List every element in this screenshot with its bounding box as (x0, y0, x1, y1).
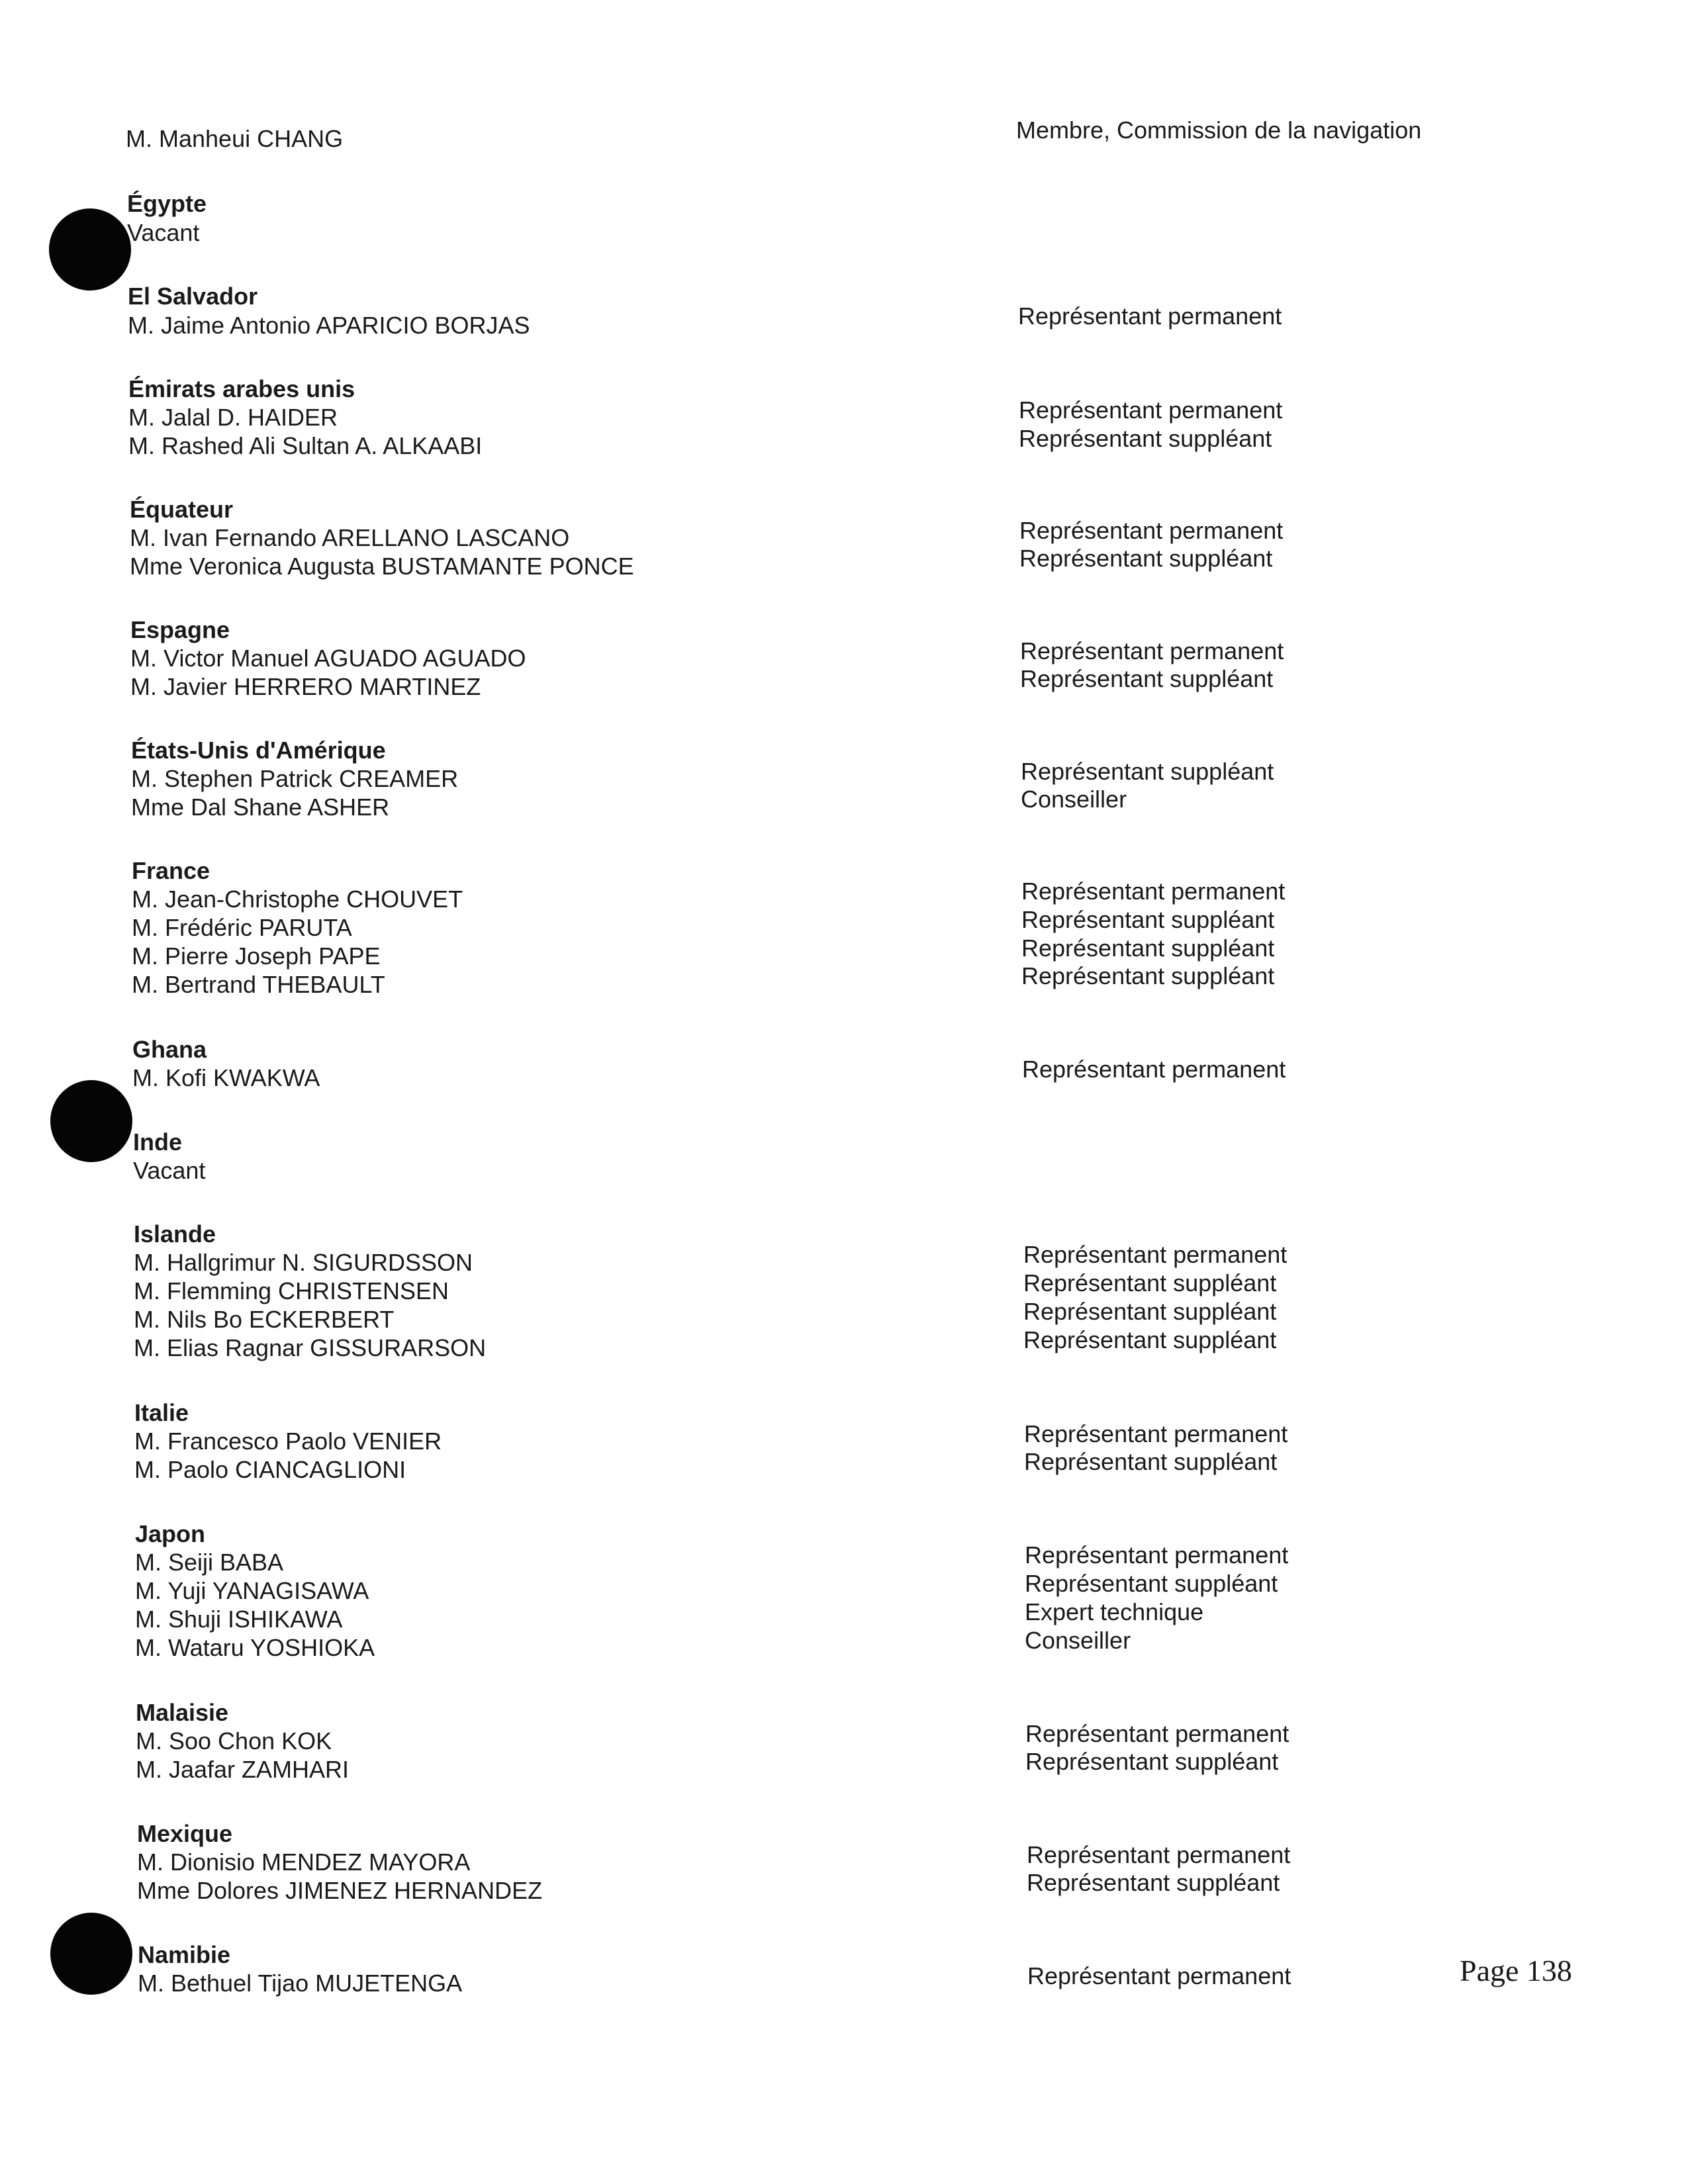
member-role: Représentant permanent (1027, 1841, 1291, 1868)
member-name: M. Jaafar ZAMHARI (136, 1756, 350, 1783)
country-name: El Salvador (128, 283, 258, 310)
member-role: Représentant suppléant (1021, 906, 1275, 933)
member-role: Représentant permanent (1022, 1056, 1286, 1083)
member-role: Représentant suppléant (1019, 545, 1273, 572)
member-role: Représentant permanent (1023, 1241, 1288, 1268)
member-name: M. Javier HERRERO MARTINEZ (130, 673, 481, 700)
member-name: Mme Dal Shane ASHER (131, 794, 390, 821)
member-role: Représentant suppléant (1027, 1869, 1280, 1896)
country-name: Mexique (137, 1820, 233, 1847)
member-role: Représentant permanent (1021, 878, 1286, 905)
member-name: M. Pierre Joseph PAPE (132, 942, 381, 970)
member-role: Représentant suppléant (1023, 1326, 1277, 1353)
member-role: Représentant permanent (1020, 637, 1284, 664)
member-role: Représentant suppléant (1019, 425, 1272, 452)
member-name: M. Hallgrimur N. SIGURDSSON (134, 1249, 473, 1276)
member-name: M. Paolo CIANCAGLIONI (134, 1456, 406, 1483)
country-name: France (132, 857, 211, 884)
member-role: Représentant permanent (1019, 396, 1283, 424)
punch-hole (49, 208, 131, 291)
member-role: Représentant permanent (1025, 1720, 1289, 1747)
member-name: M. Francesco Paolo VENIER (134, 1428, 442, 1455)
member-role: Représentant suppléant (1021, 758, 1274, 785)
member-name: M. Bethuel Tijao MUJETENGA (138, 1970, 463, 1997)
member-name: M. Manheui CHANG (126, 125, 344, 152)
member-name: Vacant (127, 219, 200, 246)
member-name: M. Elias Ragnar GISSURARSON (134, 1334, 487, 1361)
member-name: M. Rashed Ali Sultan A. ALKAABI (128, 432, 483, 459)
member-name: M. Jalal D. HAIDER (128, 404, 338, 431)
member-role: Représentant suppléant (1023, 1298, 1277, 1325)
member-name: M. Stephen Patrick CREAMER (131, 765, 459, 792)
member-name: M. Soo Chon KOK (136, 1727, 332, 1754)
member-role: Représentant suppléant (1021, 934, 1275, 962)
member-role: Conseiller (1021, 786, 1127, 813)
punch-hole (50, 1913, 132, 1995)
country-name: Japon (135, 1520, 206, 1547)
member-role: Représentant suppléant (1025, 1748, 1279, 1775)
member-name: Vacant (133, 1157, 206, 1184)
member-role: Représentant suppléant (1024, 1448, 1278, 1475)
country-name: Italie (134, 1399, 189, 1426)
member-role: Représentant permanent (1025, 1541, 1289, 1569)
country-name: États-Unis d'Amérique (131, 737, 386, 764)
country-name: Équateur (130, 496, 234, 523)
member-name: M. Ivan Fernando ARELLANO LASCANO (130, 524, 570, 551)
member-role: Représentant permanent (1027, 1962, 1291, 1989)
member-role: Représentant permanent (1019, 517, 1284, 544)
member-name: M. Seiji BABA (135, 1549, 284, 1576)
member-role: Représentant suppléant (1021, 962, 1275, 989)
member-name: M. Yuji YANAGISAWA (135, 1577, 369, 1604)
country-name: Ghana (132, 1036, 207, 1063)
member-name: M. Victor Manuel AGUADO AGUADO (130, 645, 526, 672)
member-name: M. Kofi KWAKWA (132, 1064, 320, 1091)
member-name: M. Jaime Antonio APARICIO BORJAS (128, 312, 530, 339)
page-number: Page 138 (1460, 1954, 1572, 1987)
country-name: Émirats arabes unis (128, 375, 355, 402)
member-name: M. Jean-Christophe CHOUVET (132, 886, 463, 913)
country-name: Malaisie (136, 1699, 229, 1726)
country-name: Namibie (138, 1941, 231, 1968)
member-role: Représentant suppléant (1025, 1570, 1278, 1597)
member-role: Représentant suppléant (1020, 665, 1274, 692)
punch-hole (50, 1080, 132, 1162)
country-name: Espagne (130, 616, 230, 643)
member-name: M. Flemming CHRISTENSEN (134, 1277, 449, 1304)
member-role: Membre, Commission de la navigation (1016, 116, 1422, 144)
member-name: M. Shuji ISHIKAWA (135, 1606, 343, 1633)
member-name: M. Wataru YOSHIOKA (135, 1634, 375, 1661)
member-role: Représentant permanent (1018, 302, 1282, 330)
member-name: Mme Dolores JIMENEZ HERNANDEZ (137, 1877, 543, 1904)
member-name: Mme Veronica Augusta BUSTAMANTE PONCE (130, 553, 634, 580)
member-role: Représentant permanent (1024, 1420, 1288, 1447)
member-role: Représentant suppléant (1023, 1269, 1277, 1297)
member-name: M. Bertrand THEBAULT (132, 971, 385, 998)
member-name: M. Dionisio MENDEZ MAYORA (137, 1848, 471, 1876)
member-name: M. Nils Bo ECKERBERT (134, 1306, 395, 1333)
member-role: Expert technique (1025, 1598, 1204, 1625)
member-name: M. Frédéric PARUTA (132, 914, 352, 941)
country-name: Égypte (127, 190, 207, 217)
country-name: Inde (133, 1128, 183, 1156)
member-role: Conseiller (1025, 1627, 1131, 1654)
country-name: Islande (134, 1220, 216, 1248)
